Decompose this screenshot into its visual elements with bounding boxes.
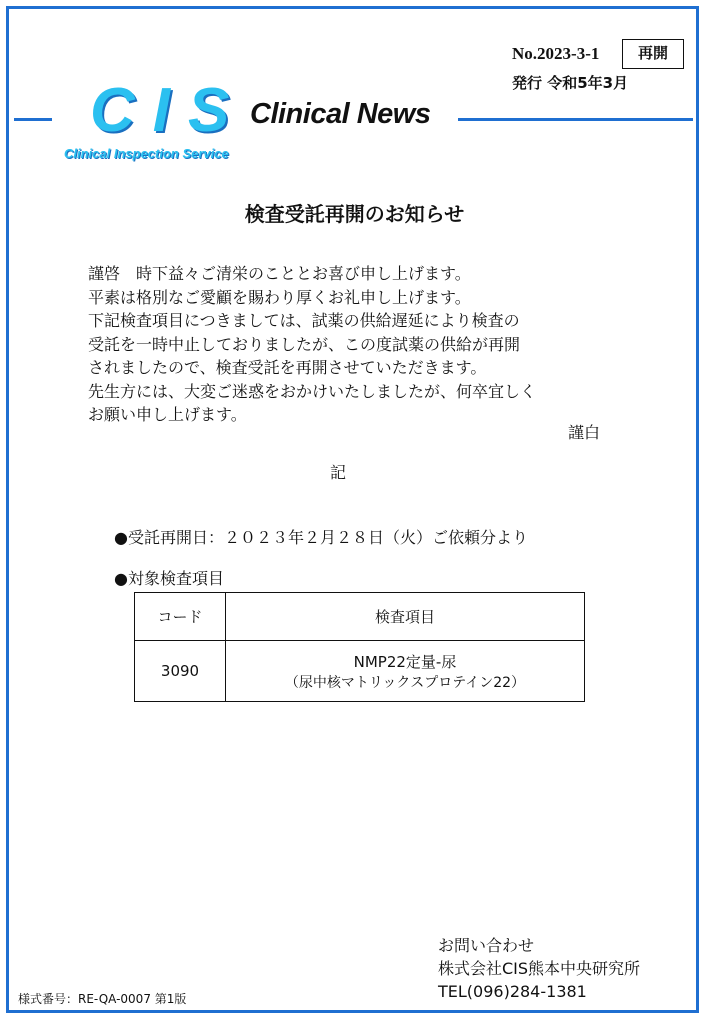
issue-date: 発行 令和5年3月: [512, 74, 629, 92]
body-line: 先生方には、大変ご迷惑をおかけいたしましたが、何卒宜しく: [88, 381, 537, 401]
body-line: お願い申し上げます。: [88, 405, 247, 424]
document-title: 検査受託再開のお知らせ: [244, 202, 465, 226]
header-rule-right: [458, 118, 693, 121]
body-line: 下記検査項目につきましては、試薬の供給遅延により検査の: [88, 311, 520, 330]
form-number: 様式番号：RE-QA-0007 第1版: [18, 992, 187, 1006]
body-line: 謹啓 時下益々ご清栄のこととお喜び申し上げます。: [88, 264, 471, 283]
table-header-row: [135, 593, 585, 641]
contact-block: [438, 934, 640, 1003]
contact-company: 株式会社CIS熊本中央研究所: [438, 959, 641, 978]
body-paragraph: [88, 262, 536, 427]
body-line: されましたので、検査受託を再開させていただきます。: [88, 358, 487, 377]
closing-word: 謹白: [568, 423, 601, 442]
body-line: 受託を一時中止しておりましたが、この度試薬の供給が再開: [88, 334, 521, 354]
items-heading: ●対象検査項目: [114, 569, 224, 588]
issue-number: No.2023-3-1: [512, 44, 600, 63]
issue-tag: 再開: [622, 39, 684, 69]
ki-marker: 記: [330, 463, 347, 482]
table-header-item: 検査項目: [226, 593, 585, 641]
body-line: 平素は格別なご愛顧を賜わり厚くお礼申し上げます。: [88, 287, 471, 307]
table-row: [135, 641, 585, 702]
header-rule-left: [14, 118, 52, 121]
contact-phone: TEL(096)284-1381: [438, 982, 587, 1001]
resume-date: ●受託再開日：２０２３年２月２８日（火）ご依頼分より: [114, 528, 528, 547]
logo-subtitle: Clinical Inspection Service: [64, 146, 229, 161]
item-subname: （尿中核マトリックスプロテイン22）: [284, 674, 526, 691]
item-name: NMP22定量-尿: [353, 652, 457, 671]
table-cell-code: 3090: [135, 641, 226, 702]
table-header-code: コード: [135, 593, 226, 641]
newsletter-title: Clinical News: [250, 98, 431, 130]
cis-logo: CIS: [90, 76, 248, 145]
table-cell-item: [226, 641, 585, 702]
test-items-table: [134, 592, 585, 702]
contact-label: お問い合わせ: [438, 936, 535, 955]
